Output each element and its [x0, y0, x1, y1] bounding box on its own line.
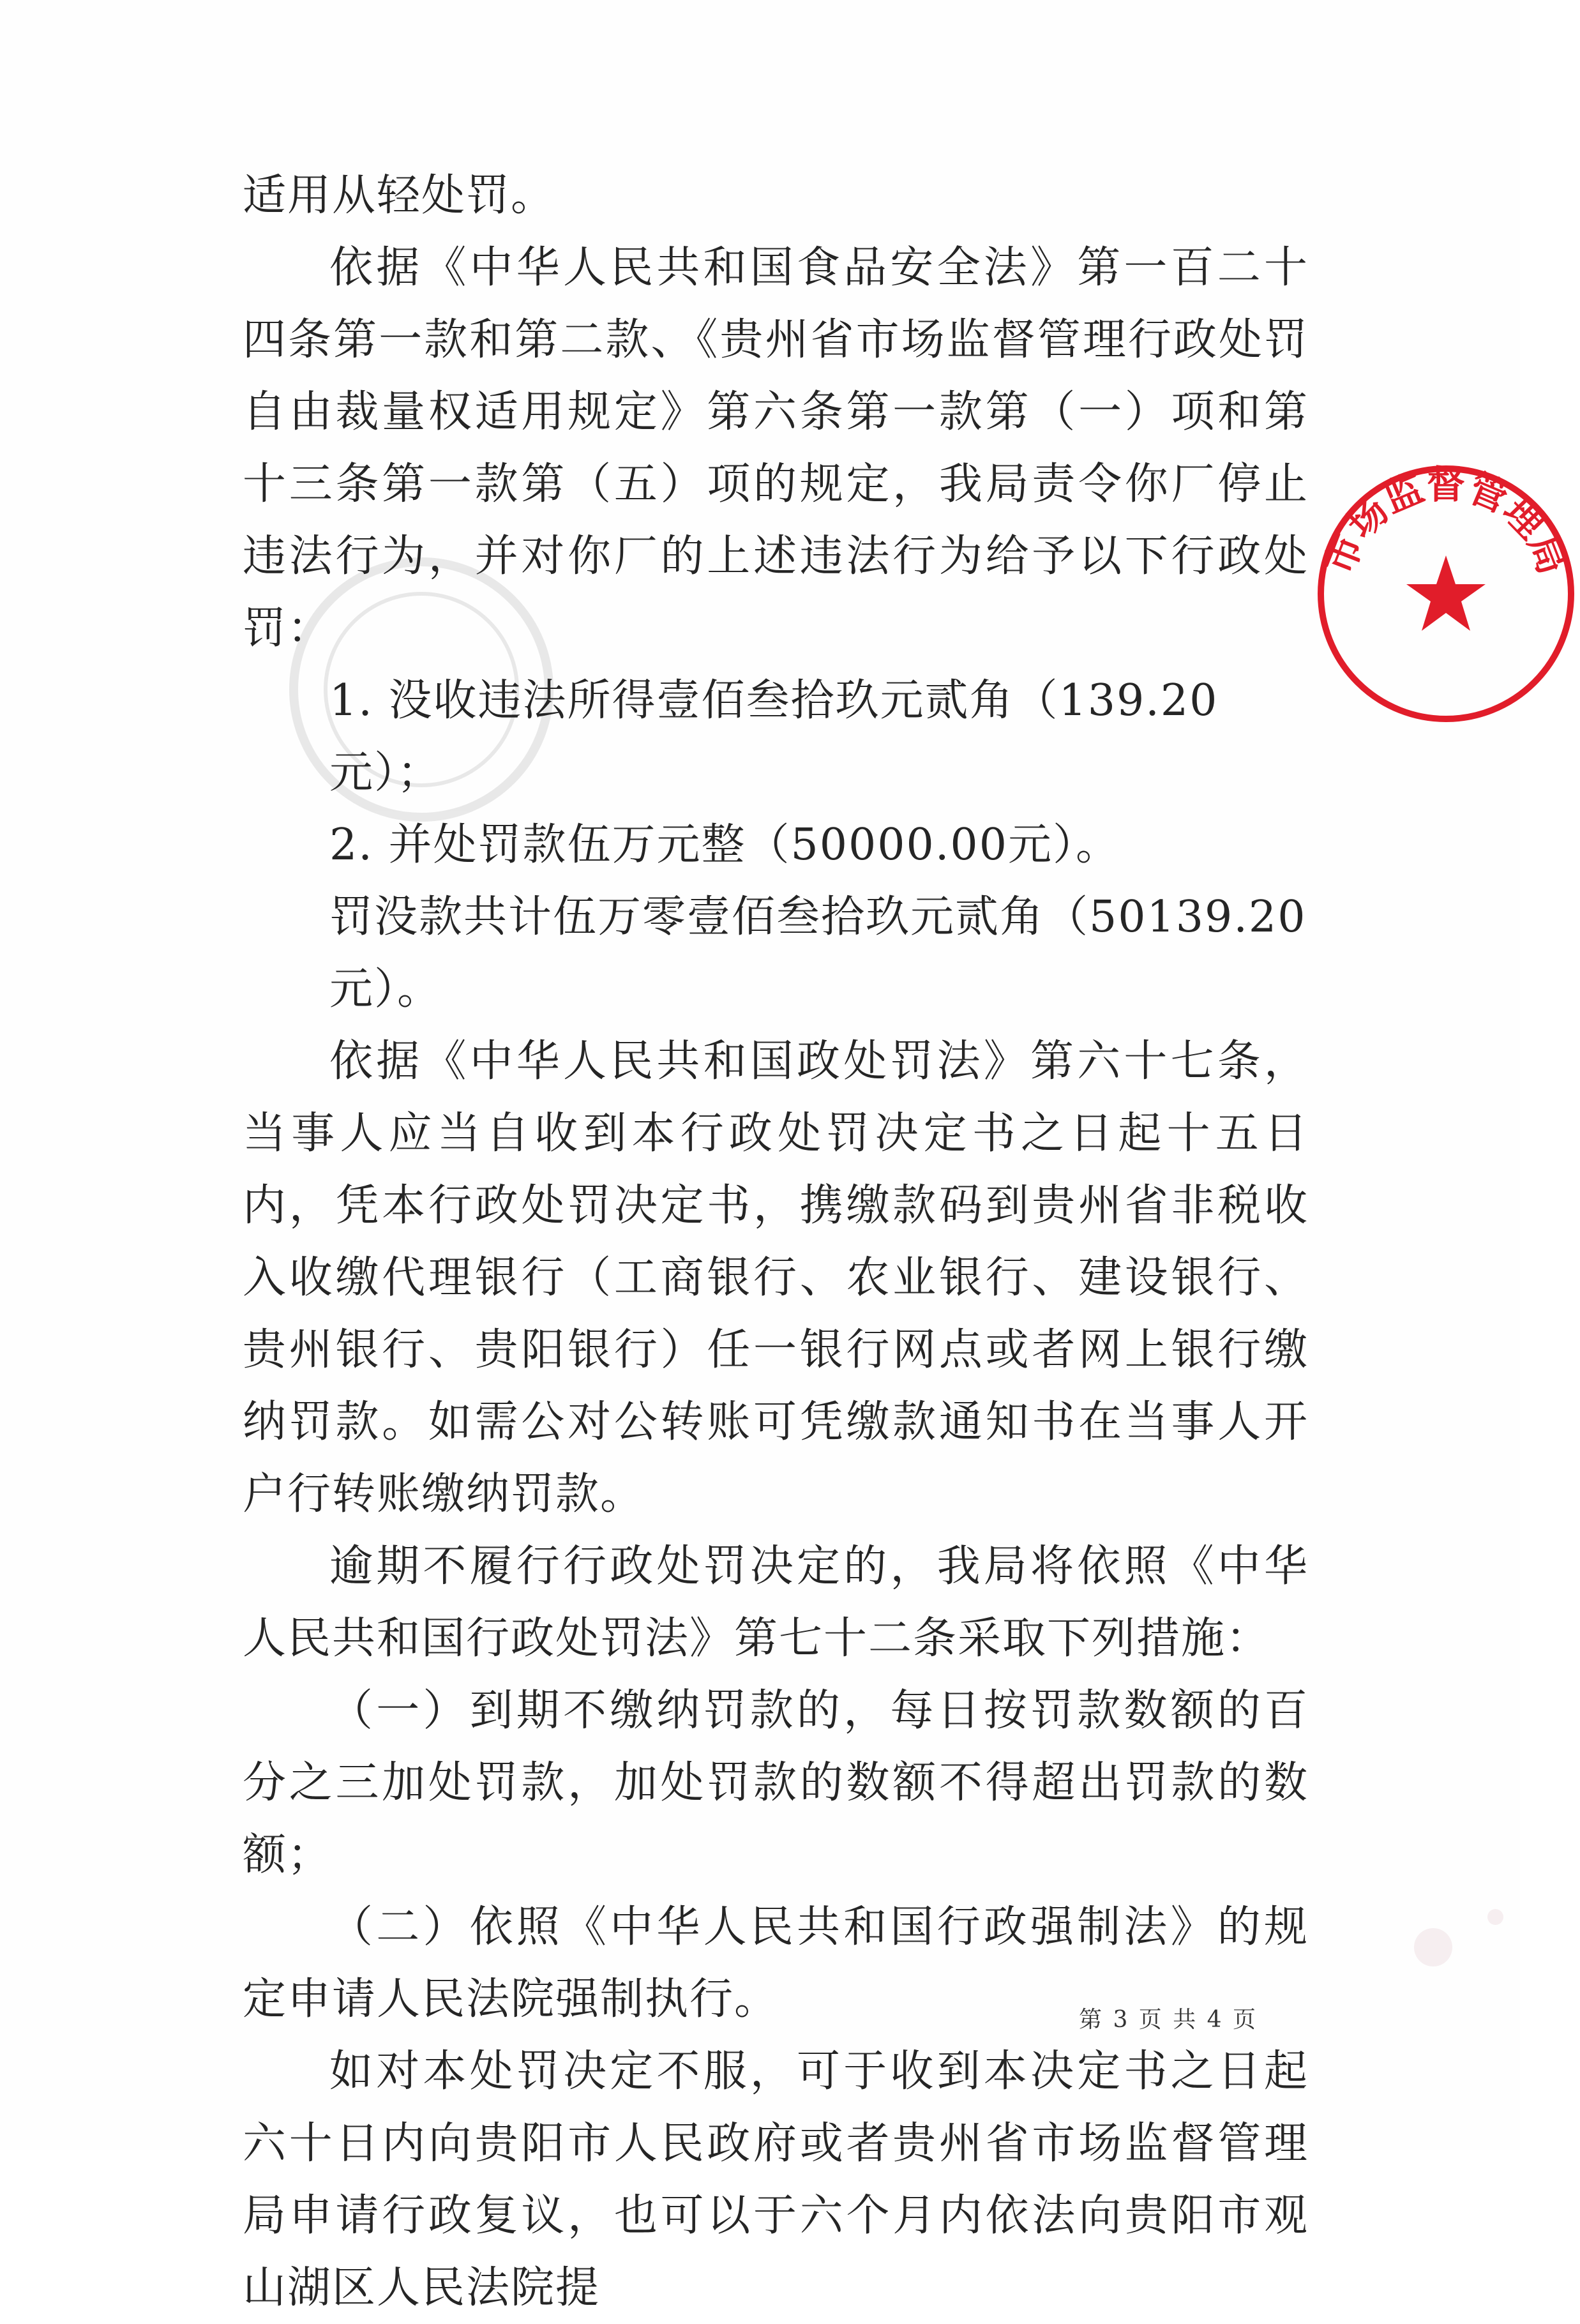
paragraph-appeal: 如对本处罚决定不服，可于收到本决定书之日起六十日内向贵阳市人民政府或者贵州省市场监督管理局申请行政复议，也可以于六个月内依法向贵阳市观山湖区人民法院提	[243, 2046, 1309, 2313]
paragraph-legal-basis: 依据《中华人民共和国食品安全法》第一百二十四条第一款和第二款、《贵州省市场监督管理行政处罚自由裁量权适用规定》第六条第一款第（一）项和第十三条第一款第（五）项的规定，我局责令你厂停止违法行为，并对你厂的上述违法行为给予以下行政处罚：	[243, 243, 1309, 654]
document-body	[243, 160, 1309, 2324]
scan-mark	[1414, 1928, 1452, 1966]
paragraph-overdue: 逾期不履行行政处罚决定的，我局将依照《中华人民共和国行政处罚法》第七十二条采取下列措施：	[243, 1541, 1309, 1664]
measure-2: （二）依照《中华人民共和国行政强制法》的规定申请人民法院强制执行。	[243, 1902, 1309, 2025]
penalty-item-2: 2. 并处罚款伍万元整（50000.00元）。	[329, 820, 1120, 870]
seal-text: 市场监督管理局	[1317, 463, 1575, 581]
penalty-item-1: 1. 没收违法所得壹佰叁拾玖元贰角（139.20元）；	[329, 675, 1219, 798]
official-seal	[1312, 460, 1580, 728]
measure-1: （一）到期不缴纳罚款的，每日按罚款数额的百分之三加处罚款，加处罚款的数额不得超出罚款的数额；	[243, 1686, 1309, 1880]
penalty-total: 罚没款共计伍万零壹佰叁拾玖元贰角（50139.20元）。	[329, 892, 1307, 1015]
paragraph-continuation: 适用从轻处罚。	[243, 170, 556, 221]
page-number: 第 3 页 共 4 页	[1079, 2007, 1258, 2033]
seal-star-icon	[1406, 555, 1486, 631]
scan-mark	[1487, 1909, 1503, 1925]
paragraph-payment: 依据《中华人民共和国政处罚法》第六十七条，当事人应当自收到本行政处罚决定书之日起十五日内，凭本行政处罚决定书，携缴款码到贵州省非税收入收缴代理银行（工商银行、农业银行、建设银行、贵州银行、贵阳银行）任一银行网点或者网上银行缴纳罚款。如需公对公转账可凭缴款通知书在当事人开户行转账缴纳罚款。	[243, 1036, 1309, 1520]
